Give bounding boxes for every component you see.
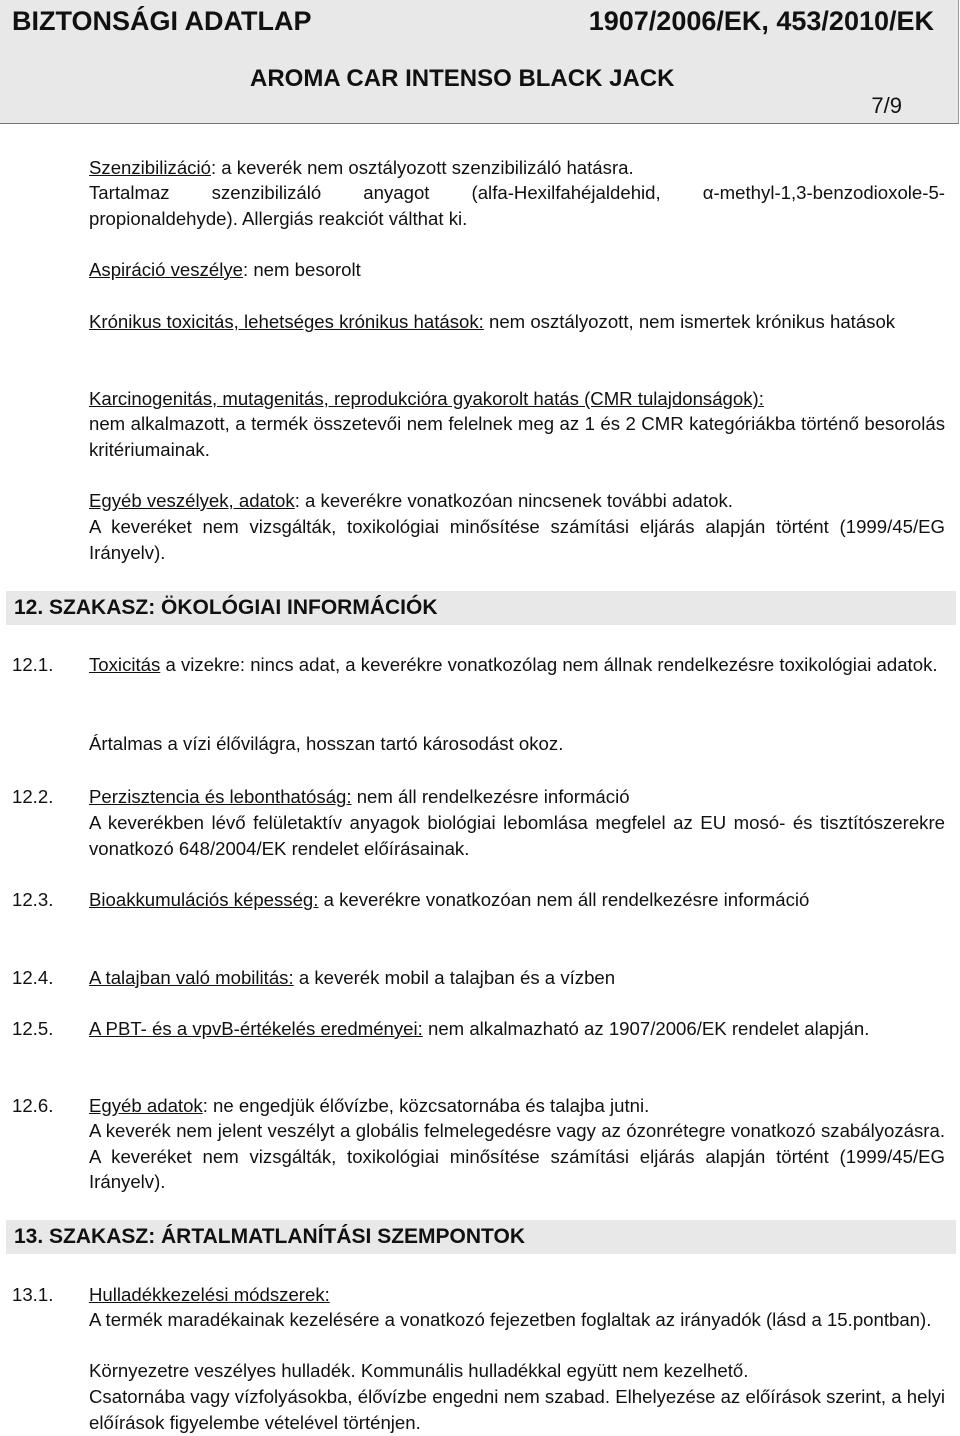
section-13-heading: 13. SZAKASZ: ÁRTALMATLANÍTÁSI SZEMPONTOK <box>6 1220 956 1254</box>
item-number: 12.3. <box>12 889 54 910</box>
other-data-label: Egyéb adatok <box>89 1095 203 1116</box>
bioaccumulation-label: Bioakkumulációs képesség: <box>89 889 319 910</box>
persistence-text: nem áll rendelkezésre információ <box>351 786 630 807</box>
item-number: 12.2. <box>12 786 54 807</box>
pbt-text: nem alkalmazható az 1907/2006/EK rendelet alapján. <box>422 1018 870 1039</box>
aspiration-label: Aspiráció veszélye <box>89 259 243 280</box>
waste-methods-label: Hulladékkezelési módszerek: <box>89 1284 330 1305</box>
cmr-label: Karcinogenitás, mutagenitás, reprodukcióra gyakorolt hatás (CMR tulajdonságok): <box>89 388 764 409</box>
hazardous-waste-text: Környezetre veszélyes hulladék. Kommunális hulladékkal együtt nem kezelhető. <box>89 1360 749 1381</box>
other-data-line <box>89 1093 649 1119</box>
disposal-text: Csatornába vagy vízfolyásokba, élővízbe engedni nem szabad. Elhelyezése az előírások szerint, a helyi előírások figyelembe vételével történjen. <box>89 1386 945 1433</box>
toxicity-label: Toxicitás <box>89 654 161 675</box>
mobility-label: A talajban való mobilitás: <box>89 967 294 988</box>
waste-methods-text: A termék maradékainak kezelésére a vonatkozó fejezetben foglaltak az irányadók (lásd a 15.pontban). <box>89 1309 932 1330</box>
other-hazards-text: : a keverékre vonatkozóan nincsenek további adatok. <box>294 490 733 511</box>
sensitization-label: Szenzibilizáció <box>89 157 211 178</box>
bioaccumulation-text: a keverékre vonatkozóan nem áll rendelkezésre információ <box>318 889 810 910</box>
toxicity-paragraph <box>89 652 945 678</box>
pbt-label: A PBT- és a vpvB-értékelés eredményei: <box>89 1018 423 1039</box>
document-title: BIZTONSÁGI ADATLAP <box>12 6 312 36</box>
chronic-toxicity-text: nem osztályozott, nem ismertek krónikus hatások <box>483 311 896 332</box>
item-number: 12.4. <box>12 967 54 988</box>
item-number: 12.5. <box>12 1018 54 1039</box>
aspiration-text: : nem besorolt <box>242 259 361 280</box>
item-number: 13.1. <box>12 1284 54 1305</box>
cmr-text: nem alkalmazott, a termék összetevői nem felelnek meg az 1 és 2 CMR kategóriákba történő besorolás kritériumainak. <box>89 413 945 460</box>
item-number: 12.1. <box>12 654 54 675</box>
pbt-paragraph <box>89 1016 945 1042</box>
other-hazards-line <box>89 488 733 514</box>
sensitization-details: Tartalmaz szenzibilizáló anyagot (alfa-Hexilfahéjaldehid, α-methyl-1,3-benzodioxole-5-propionaldehyde). Allergiás reakciót válthat ki. <box>89 182 945 229</box>
persistence-line <box>89 784 630 810</box>
other-hazards-label: Egyéb veszélyek, adatok <box>89 490 295 511</box>
item-number: 12.6. <box>12 1095 54 1116</box>
mobility-text: a keverék mobil a talajban és a vízben <box>293 967 616 988</box>
mobility-line <box>89 965 615 991</box>
page-number: 7/9 <box>871 93 902 118</box>
aquatic-harm-text: Ártalmas a vízi élővilágra, hosszan tartó károsodást okoz. <box>89 733 564 754</box>
section-12-heading: 12. SZAKASZ: ÖKOLÓGIAI INFORMÁCIÓK <box>6 591 956 625</box>
persistence-label: Perzisztencia és lebonthatóság: <box>89 786 352 807</box>
persistence-details: A keverékben lévő felületaktív anyagok biológiai lebomlása megfelel az EU mosó- és tisztítószerekre vonatkozó 648/2004/EK rendelet előírásainak. <box>89 812 945 859</box>
aspiration-line <box>89 257 361 283</box>
regulation-reference: 1907/2006/EK, 453/2010/EK <box>588 6 934 36</box>
other-data-details: A keverék nem jelent veszélyt a globális felmelegedésre vagy az ózonrétegre vonatkozó szabályozásra. A keveréket nem vizsgálták, toxikológiai minősítése számítási eljárás alapján történt (1999/45/EG Irányelv). <box>89 1120 945 1192</box>
toxicity-text: a vizekre: nincs adat, a keverékre vonatkozólag nem állnak rendelkezésre toxikológiai adatok. <box>160 654 938 675</box>
sensitization-line <box>89 155 634 181</box>
other-data-text: : ne engedjük élővízbe, közcsatornába és talajba jutni. <box>202 1095 650 1116</box>
other-hazards-details: A keveréket nem vizsgálták, toxikológiai minősítése számítási eljárás alapján történt (1999/45/EG Irányelv). <box>89 516 945 563</box>
page-header <box>0 0 959 124</box>
chronic-toxicity-paragraph <box>89 309 945 335</box>
chronic-toxicity-label: Krónikus toxicitás, lehetséges krónikus hatások: <box>89 311 484 332</box>
bioaccumulation-paragraph <box>89 887 869 913</box>
sensitization-text: : a keverék nem osztályozott szenzibilizáló hatásra. <box>210 157 634 178</box>
product-name: AROMA CAR INTENSO BLACK JACK <box>250 65 675 92</box>
